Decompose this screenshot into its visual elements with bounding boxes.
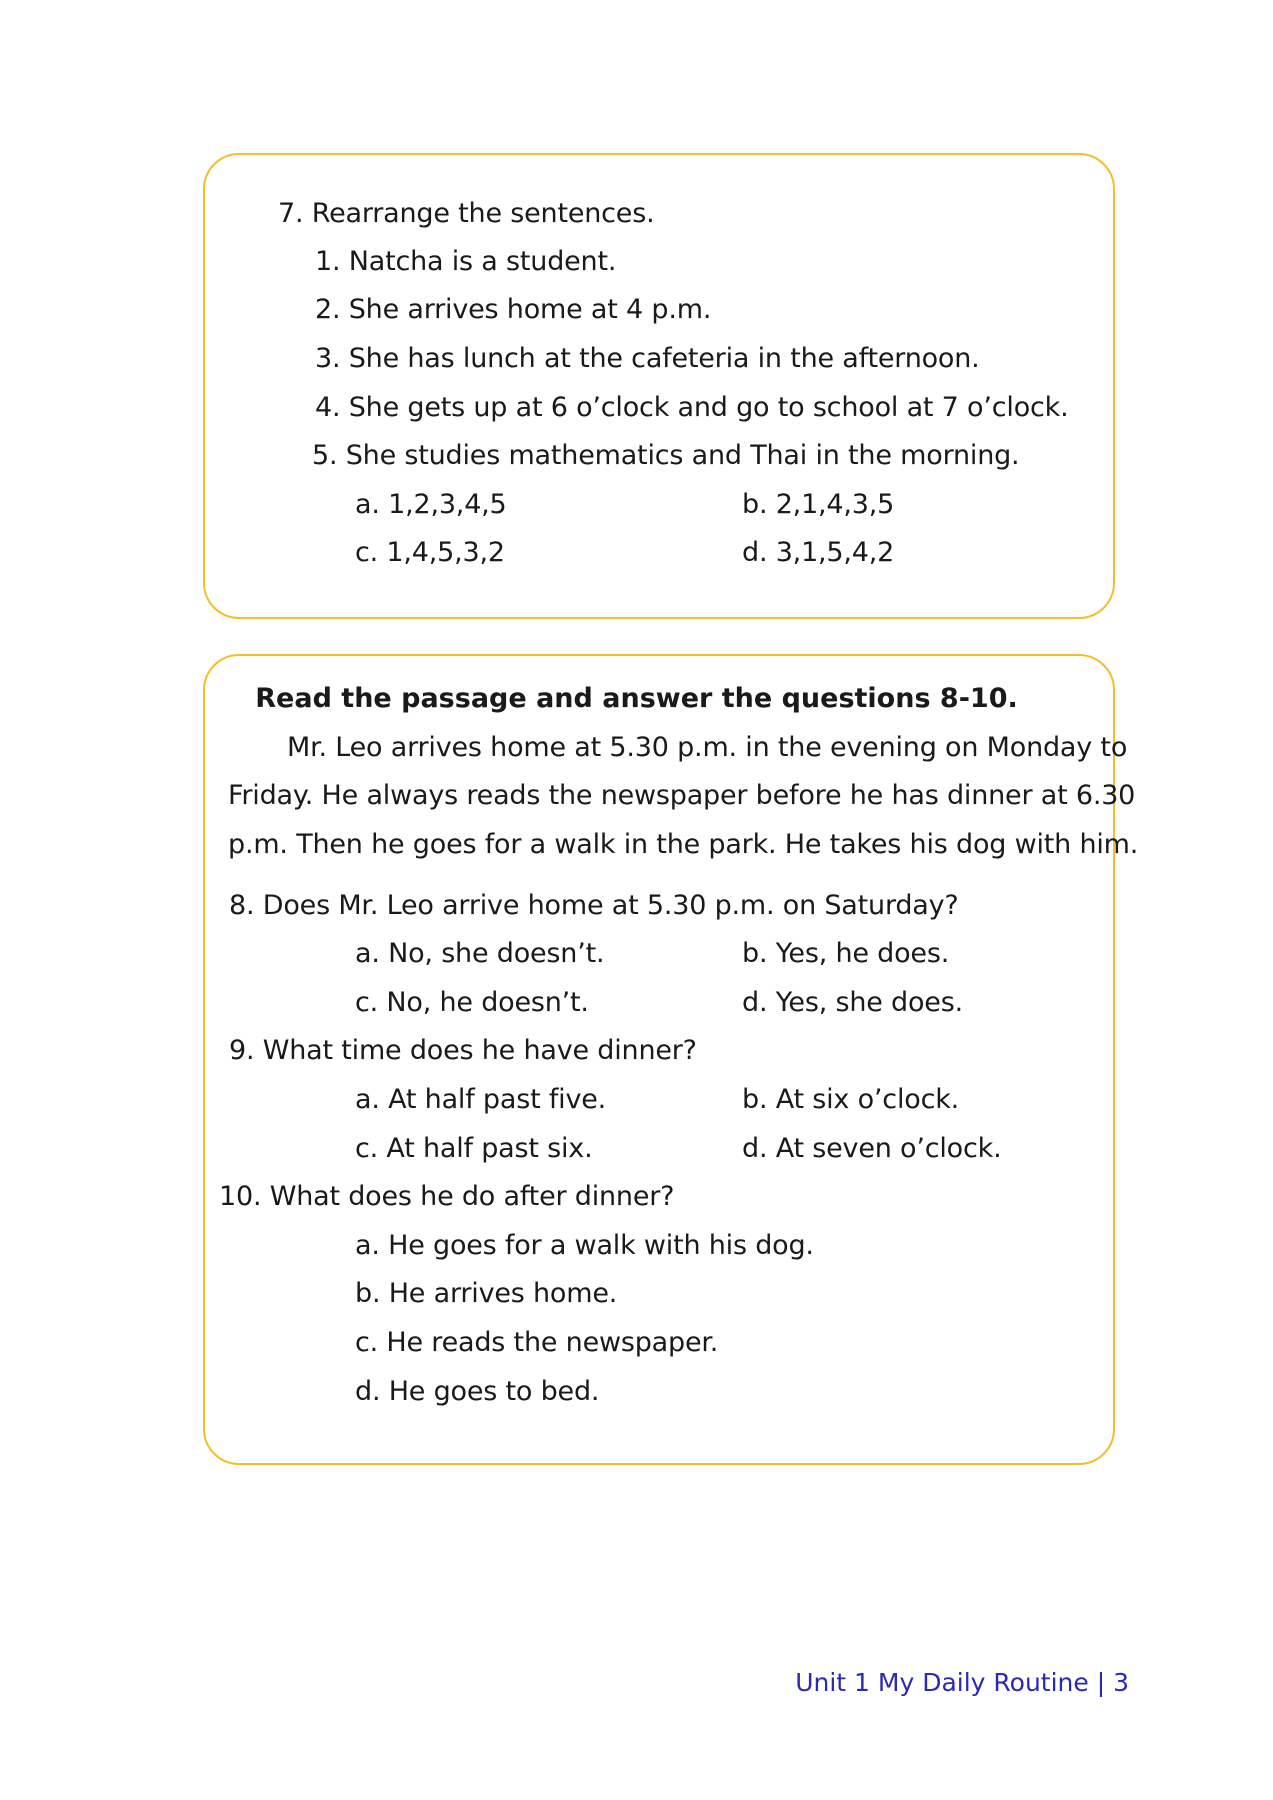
q7-option-a: a. 1,2,3,4,5	[355, 489, 507, 520]
sentence-2: 2. She arrives home at 4 p.m.	[315, 294, 712, 325]
q8-option-d: d. Yes, she does.	[742, 987, 963, 1018]
q10-option-d: d. He goes to bed.	[355, 1376, 600, 1407]
q7-option-d: d. 3,1,5,4,2	[742, 537, 895, 568]
q8-option-a: a. No, she doesn’t.	[355, 938, 605, 969]
sentence-5: 5. She studies mathematics and Thai in the morning.	[312, 440, 1020, 471]
q8-option-c: c. No, he doesn’t.	[355, 987, 589, 1018]
q9-option-c: c. At half past six.	[355, 1133, 593, 1164]
q7-option-c: c. 1,4,5,3,2	[355, 537, 505, 568]
q9-option-b: b. At six o’clock.	[742, 1084, 960, 1115]
reading-instruction: Read the passage and answer the questions 8-10.	[255, 683, 1018, 714]
question-8-prompt: 8. Does Mr. Leo arrive home at 5.30 p.m. on Saturday?	[229, 890, 959, 921]
passage-line-2: Friday. He always reads the newspaper before he has dinner at 6.30	[228, 780, 1136, 811]
sentence-3: 3. She has lunch at the cafeteria in the afternoon.	[315, 343, 980, 374]
q9-option-a: a. At half past five.	[355, 1084, 607, 1115]
q10-option-c: c. He reads the newspaper.	[355, 1327, 719, 1358]
page-footer: Unit 1 My Daily Routine | 3	[795, 1668, 1129, 1697]
sentence-4: 4. She gets up at 6 o’clock and go to school at 7 o’clock.	[315, 392, 1069, 423]
question-10-prompt: 10. What does he do after dinner?	[219, 1181, 675, 1212]
q10-option-a: a. He goes for a walk with his dog.	[355, 1230, 814, 1261]
sentence-1: 1. Natcha is a student.	[315, 246, 617, 277]
passage-line-1: Mr. Leo arrives home at 5.30 p.m. in the evening on Monday to	[287, 732, 1128, 763]
passage-line-3: p.m. Then he goes for a walk in the park. He takes his dog with him.	[228, 829, 1139, 860]
q9-option-d: d. At seven o’clock.	[742, 1133, 1002, 1164]
question-7-prompt: 7. Rearrange the sentences.	[278, 198, 655, 229]
q8-option-b: b. Yes, he does.	[742, 938, 950, 969]
question-9-prompt: 9. What time does he have dinner?	[229, 1035, 697, 1066]
q10-option-b: b. He arrives home.	[355, 1278, 618, 1309]
q7-option-b: b. 2,1,4,3,5	[742, 489, 895, 520]
